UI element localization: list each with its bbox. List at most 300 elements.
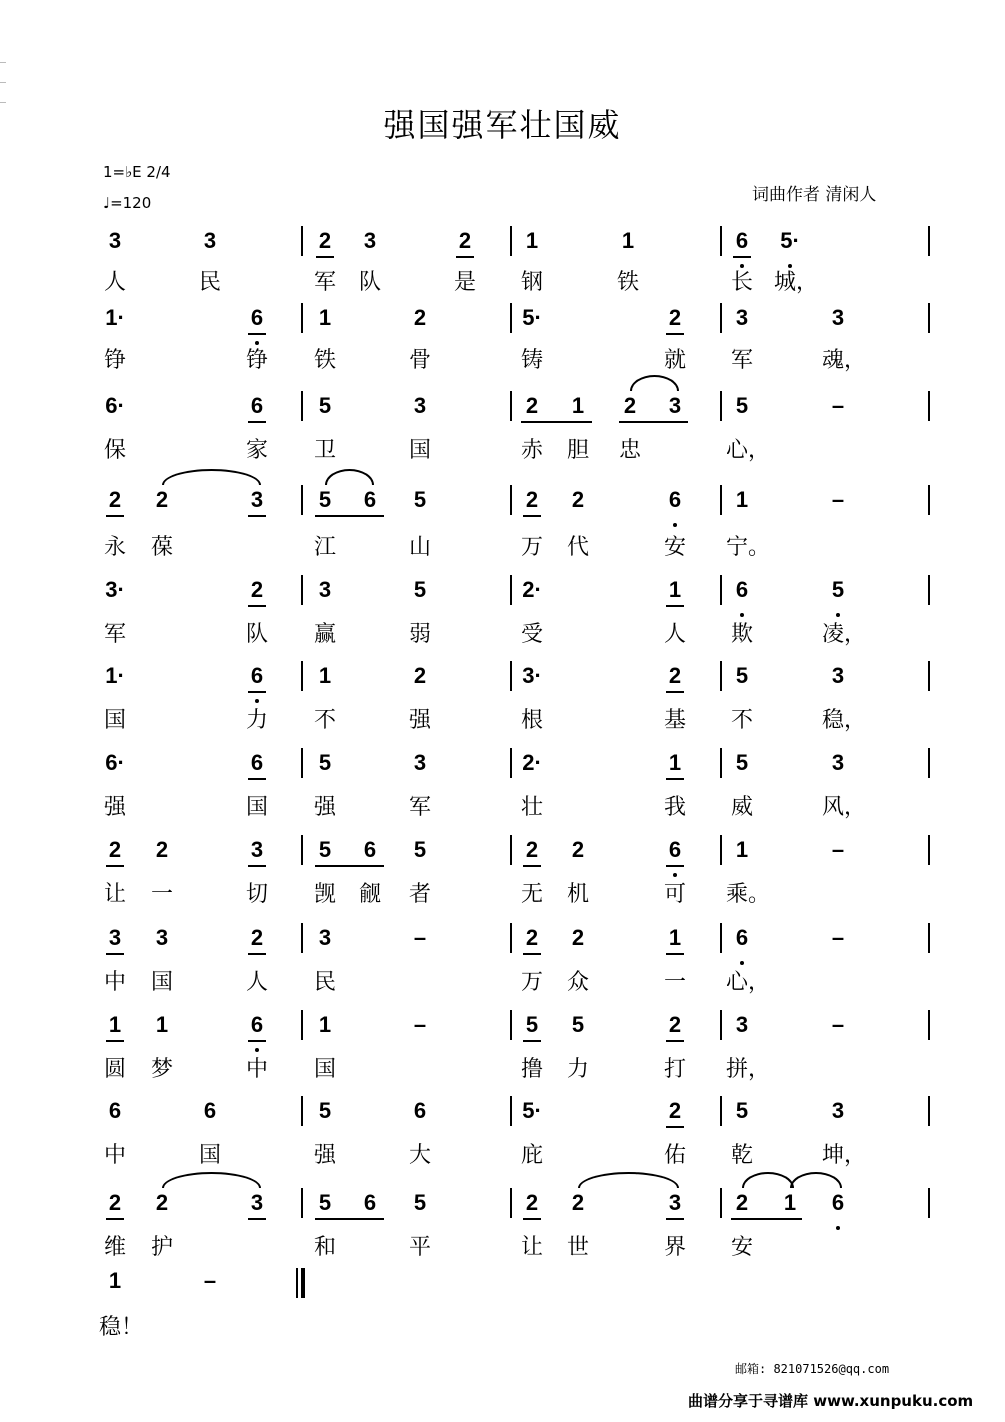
lyric-syllable: 城， [774, 270, 819, 295]
lyric-syllable: 赢 [313, 622, 336, 647]
jianpu-note: 1 [735, 487, 749, 512]
lyric-syllable: 撸 [520, 1057, 543, 1082]
lyric-syllable: 国 [245, 795, 268, 820]
lyric-syllable: 强 [313, 795, 336, 820]
jianpu-note: 6 [358, 1190, 382, 1216]
slur-arc [742, 1172, 794, 1188]
jianpu-note: 6 [730, 228, 754, 254]
underline [666, 605, 684, 607]
jianpu-note: 2 [520, 837, 544, 863]
jianpu-note: 6 [245, 663, 269, 689]
jianpu-note: – [831, 837, 845, 862]
barline [510, 923, 512, 953]
lyric-syllable: 乘。 [726, 882, 771, 907]
composer-credit: 词曲作者 清闲人 [752, 185, 877, 205]
underline [106, 865, 124, 867]
jianpu-note: 3 [663, 1190, 687, 1216]
underline [666, 1126, 684, 1128]
slur-arc [790, 1172, 842, 1188]
barline [720, 923, 722, 953]
jianpu-note: 2 [413, 305, 427, 330]
jianpu-note: 1 [663, 577, 687, 603]
jianpu-note: 3 [363, 228, 377, 253]
underline [523, 953, 541, 955]
barline [720, 835, 722, 865]
barline [720, 748, 722, 778]
jianpu-note: 5· [522, 305, 542, 330]
lyric-syllable: 胆 [566, 438, 589, 463]
barline [510, 835, 512, 865]
lyric-syllable: 力 [566, 1057, 589, 1082]
barline [510, 1188, 512, 1218]
barline [510, 748, 512, 778]
jianpu-note: 5 [313, 837, 337, 863]
octave-dot [673, 523, 677, 527]
jianpu-note: 2 [520, 925, 544, 951]
jianpu-note: 5 [313, 1190, 337, 1216]
lyric-syllable: 钢 [520, 270, 543, 295]
barline [928, 1188, 930, 1218]
barline [720, 1188, 722, 1218]
jianpu-note: 3 [663, 393, 687, 419]
barline [301, 661, 303, 691]
lyric-syllable: 国 [150, 970, 173, 995]
final-barline-thin [296, 1268, 298, 1298]
lyric-syllable: 中 [103, 970, 126, 995]
lyric-syllable: 代 [566, 535, 589, 560]
underline [248, 953, 266, 955]
jianpu-note: 3 [831, 1098, 845, 1123]
barline [720, 226, 722, 256]
jianpu-note: 5 [413, 837, 427, 862]
barline [301, 303, 303, 333]
lyric-syllable: 让 [103, 882, 126, 907]
underline [316, 256, 334, 258]
lyric-syllable: 凌， [822, 622, 867, 647]
jianpu-note: 5 [313, 487, 337, 513]
lyric-syllable: 是 [453, 270, 476, 295]
barline [928, 661, 930, 691]
underline [666, 691, 684, 693]
lyric-syllable: 人 [245, 970, 268, 995]
underline [248, 333, 266, 335]
jianpu-note: – [831, 1012, 845, 1037]
lyric-syllable: 民 [198, 270, 221, 295]
lyric-syllable: 稳！ [99, 1315, 144, 1340]
jianpu-note: 3 [831, 663, 845, 688]
jianpu-note: – [831, 487, 845, 512]
lyric-syllable: 铮 [245, 348, 268, 373]
barline [928, 226, 930, 256]
underline [106, 1218, 124, 1220]
barline [720, 575, 722, 605]
barline [720, 391, 722, 421]
jianpu-note: 1 [103, 1012, 127, 1038]
jianpu-note: 5 [520, 1012, 544, 1038]
barline [301, 226, 303, 256]
lyric-syllable: 队 [358, 270, 381, 295]
lyric-syllable: 护 [150, 1235, 173, 1260]
underline [456, 256, 474, 258]
jianpu-note: 2 [571, 1190, 585, 1215]
tempo-marking: ♩=120 [103, 194, 152, 212]
jianpu-note: 6 [413, 1098, 427, 1123]
underline [523, 1218, 541, 1220]
margin-mark [0, 82, 6, 83]
jianpu-note: 6 [826, 1190, 850, 1216]
lyric-syllable: 江 [313, 535, 336, 560]
jianpu-note: 2· [522, 750, 542, 775]
underline [666, 1040, 684, 1042]
barline [928, 835, 930, 865]
lyric-syllable: 我 [663, 795, 686, 820]
underline [733, 256, 751, 258]
lyric-syllable: 心， [726, 438, 771, 463]
jianpu-note: 6 [730, 577, 754, 603]
jianpu-note: 2 [103, 487, 127, 513]
barline [928, 485, 930, 515]
jianpu-note: 5 [735, 750, 749, 775]
lyric-syllable: 打 [663, 1057, 686, 1082]
lyric-syllable: 葆 [150, 535, 173, 560]
jianpu-note: 3 [831, 750, 845, 775]
jianpu-note: 2· [522, 577, 542, 602]
lyric-syllable: 威 [730, 795, 753, 820]
jianpu-note: 5· [522, 1098, 542, 1123]
lyric-syllable: 平 [408, 1235, 431, 1260]
lyric-syllable: 不 [730, 708, 753, 733]
jianpu-note: 1 [155, 1012, 169, 1037]
jianpu-note: 3 [245, 1190, 269, 1216]
jianpu-note: 3 [318, 577, 332, 602]
jianpu-note: 5 [735, 393, 749, 418]
jianpu-note: 1 [525, 228, 539, 253]
barline [510, 303, 512, 333]
jianpu-note: 1 [663, 750, 687, 776]
jianpu-note: 5· [778, 228, 802, 254]
barline [301, 1010, 303, 1040]
underline [523, 515, 541, 517]
lyric-syllable: 长 [730, 270, 753, 295]
lyric-syllable: 万 [520, 970, 543, 995]
lyric-syllable: 魂， [822, 348, 867, 373]
barline [928, 391, 930, 421]
lyric-syllable: 骨 [408, 348, 431, 373]
beam-line [731, 1218, 802, 1220]
lyric-syllable: 力 [245, 708, 268, 733]
jianpu-note: 3 [103, 925, 127, 951]
beam-line [315, 515, 384, 517]
jianpu-note: 1 [778, 1190, 802, 1216]
barline [510, 575, 512, 605]
lyric-syllable: 强 [408, 708, 431, 733]
lyric-syllable: 忠 [618, 438, 641, 463]
jianpu-note: 2 [155, 1190, 169, 1215]
lyric-syllable: 国 [103, 708, 126, 733]
barline [301, 1096, 303, 1126]
slur-arc [162, 469, 261, 485]
lyric-syllable: 大 [408, 1143, 431, 1168]
jianpu-note: 6 [245, 1012, 269, 1038]
jianpu-note: 3 [831, 305, 845, 330]
jianpu-note: 6 [663, 837, 687, 863]
lyric-syllable: 军 [730, 348, 753, 373]
barline [720, 1096, 722, 1126]
jianpu-note: 3 [155, 925, 169, 950]
underline [248, 421, 266, 423]
lyric-syllable: 人 [663, 622, 686, 647]
lyric-syllable: 觊 [313, 882, 336, 907]
jianpu-note: 2 [245, 577, 269, 603]
lyric-syllable: 赤 [520, 438, 543, 463]
jianpu-note: 3 [245, 487, 269, 513]
jianpu-note: 6· [105, 393, 125, 418]
jianpu-note: 2 [663, 1012, 687, 1038]
jianpu-note: 1 [318, 305, 332, 330]
lyric-syllable: 铸 [520, 348, 543, 373]
underline [248, 1218, 266, 1220]
lyric-syllable: 和 [313, 1235, 336, 1260]
barline [510, 1096, 512, 1126]
jianpu-note: 6 [358, 487, 382, 513]
lyric-syllable: 家 [245, 438, 268, 463]
final-barline-thick [301, 1268, 305, 1298]
lyric-syllable: 机 [566, 882, 589, 907]
jianpu-note: 5 [413, 1190, 427, 1215]
jianpu-note: 2 [155, 487, 169, 512]
jianpu-note: – [413, 1012, 427, 1037]
jianpu-note: 3· [105, 577, 125, 602]
lyric-syllable: 安 [663, 535, 686, 560]
octave-dot [255, 699, 259, 703]
jianpu-note: 2 [571, 925, 585, 950]
jianpu-note: 3 [735, 1012, 749, 1037]
jianpu-note: 5 [735, 663, 749, 688]
lyric-syllable: 切 [245, 882, 268, 907]
octave-dot [740, 613, 744, 617]
slur-arc [325, 469, 374, 485]
slur-arc [578, 1172, 679, 1188]
lyric-syllable: 乾 [730, 1143, 753, 1168]
jianpu-note: 2 [313, 228, 337, 254]
lyric-syllable: 觎 [358, 882, 381, 907]
barline [301, 748, 303, 778]
lyric-syllable: 中 [103, 1143, 126, 1168]
jianpu-note: 1 [566, 393, 590, 419]
jianpu-note: 5 [318, 393, 332, 418]
barline [510, 485, 512, 515]
slur-arc [162, 1172, 261, 1188]
lyric-syllable: 一 [150, 882, 173, 907]
barline [928, 575, 930, 605]
jianpu-note: 1· [105, 305, 125, 330]
lyric-syllable: 不 [313, 708, 336, 733]
jianpu-note: 3 [203, 228, 217, 253]
lyric-syllable: 军 [103, 622, 126, 647]
barline [928, 923, 930, 953]
jianpu-note: 5 [413, 577, 427, 602]
barline [720, 303, 722, 333]
jianpu-note: 2 [730, 1190, 754, 1216]
jianpu-note: 6 [245, 393, 269, 419]
jianpu-note: 2 [520, 393, 544, 419]
jianpu-note: – [831, 925, 845, 950]
jianpu-note: 3 [413, 393, 427, 418]
beam-line [619, 421, 688, 423]
jianpu-note: 1 [735, 837, 749, 862]
octave-dot [836, 613, 840, 617]
lyric-syllable: 佑 [663, 1143, 686, 1168]
jianpu-note: 2 [103, 1190, 127, 1216]
octave-dot [255, 341, 259, 345]
jianpu-note: 3 [245, 837, 269, 863]
barline [928, 748, 930, 778]
lyric-syllable: 世 [566, 1235, 589, 1260]
jianpu-note: 3 [735, 305, 749, 330]
lyric-syllable: 卫 [313, 438, 336, 463]
underline [666, 953, 684, 955]
lyric-syllable: 就 [663, 348, 686, 373]
underline [248, 778, 266, 780]
octave-dot [740, 264, 744, 268]
jianpu-note: 2 [520, 1190, 544, 1216]
margin-mark [0, 62, 6, 63]
lyric-syllable: 者 [408, 882, 431, 907]
lyric-syllable: 壮 [520, 795, 543, 820]
beam-line [315, 1218, 384, 1220]
jianpu-note: 2 [663, 663, 687, 689]
lyric-syllable: 无 [520, 882, 543, 907]
jianpu-note: 2 [571, 837, 585, 862]
lyric-syllable: 风， [822, 795, 867, 820]
lyric-syllable: 弱 [408, 622, 431, 647]
underline [666, 865, 684, 867]
lyric-syllable: 铮 [103, 348, 126, 373]
underline [106, 953, 124, 955]
jianpu-note: 3· [522, 663, 542, 688]
lyric-syllable: 强 [313, 1143, 336, 1168]
lyric-syllable: 庇 [520, 1143, 543, 1168]
jianpu-note: 6 [108, 1098, 122, 1123]
barline [510, 1010, 512, 1040]
jianpu-note: 2 [571, 487, 585, 512]
lyric-syllable: 安 [730, 1235, 753, 1260]
jianpu-note: 3 [413, 750, 427, 775]
lyric-syllable: 拼， [726, 1057, 771, 1082]
barline [928, 1096, 930, 1126]
beam-line [315, 865, 384, 867]
barline [510, 391, 512, 421]
lyric-syllable: 军 [313, 270, 336, 295]
lyric-syllable: 国 [408, 438, 431, 463]
octave-dot [836, 1226, 840, 1230]
barline [301, 485, 303, 515]
barline [301, 575, 303, 605]
jianpu-note: 5 [413, 487, 427, 512]
lyric-syllable: 队 [245, 622, 268, 647]
jianpu-note: 1 [663, 925, 687, 951]
jianpu-note: 2 [103, 837, 127, 863]
barline [510, 226, 512, 256]
jianpu-note: 6· [105, 750, 125, 775]
octave-dot [255, 1048, 259, 1052]
underline [248, 691, 266, 693]
lyric-syllable: 基 [663, 708, 686, 733]
underline [248, 515, 266, 517]
lyric-syllable: 可 [663, 882, 686, 907]
key-signature: 1=♭E 2/4 [103, 163, 171, 181]
lyric-syllable: 众 [566, 970, 589, 995]
barline [720, 661, 722, 691]
jianpu-note: 6 [203, 1098, 217, 1123]
jianpu-note: 5 [826, 577, 850, 603]
lyric-syllable: 坤， [822, 1143, 867, 1168]
octave-dot [788, 264, 792, 268]
jianpu-note: 5 [571, 1012, 585, 1037]
jianpu-note: 1 [318, 663, 332, 688]
contact-email: 邮箱: 821071526@qq.com [735, 1362, 890, 1376]
jianpu-note: 2 [663, 1098, 687, 1124]
underline [666, 1218, 684, 1220]
underline [523, 1040, 541, 1042]
octave-dot [740, 961, 744, 965]
lyric-syllable: 心， [726, 970, 771, 995]
lyric-syllable: 强 [103, 795, 126, 820]
lyric-syllable: 宁。 [726, 535, 771, 560]
jianpu-note: 3 [108, 228, 122, 253]
underline [523, 865, 541, 867]
jianpu-note: 6 [358, 837, 382, 863]
jianpu-note: 5 [318, 750, 332, 775]
jianpu-note: 1 [108, 1268, 122, 1293]
lyric-syllable: 受 [520, 622, 543, 647]
jianpu-note: 2 [155, 837, 169, 862]
jianpu-note: 5 [735, 1098, 749, 1123]
lyric-syllable: 欺 [730, 622, 753, 647]
underline [106, 515, 124, 517]
lyric-syllable: 铁 [616, 270, 639, 295]
jianpu-note: 6 [730, 925, 754, 951]
jianpu-note: 2 [245, 925, 269, 951]
jianpu-note: 2 [618, 393, 642, 419]
jianpu-note: 1 [318, 1012, 332, 1037]
underline [666, 778, 684, 780]
lyric-syllable: 山 [408, 535, 431, 560]
jianpu-note: 2 [520, 487, 544, 513]
lyric-syllable: 根 [520, 708, 543, 733]
underline [106, 1040, 124, 1042]
jianpu-note: 1· [105, 663, 125, 688]
jianpu-note: 1 [621, 228, 635, 253]
jianpu-note: 2 [413, 663, 427, 688]
lyric-syllable: 铁 [313, 348, 336, 373]
barline [301, 1188, 303, 1218]
lyric-syllable: 国 [313, 1057, 336, 1082]
barline [301, 835, 303, 865]
barline [301, 923, 303, 953]
beam-line [521, 421, 592, 423]
lyric-syllable: 永 [103, 535, 126, 560]
barline [720, 1010, 722, 1040]
barline [301, 391, 303, 421]
lyric-syllable: 人 [103, 270, 126, 295]
lyric-syllable: 让 [520, 1235, 543, 1260]
jianpu-note: 5 [318, 1098, 332, 1123]
song-title: 强国强军壮国威 [383, 106, 622, 144]
lyric-syllable: 稳， [822, 708, 867, 733]
slur-arc [630, 375, 679, 391]
lyric-syllable: 保 [103, 438, 126, 463]
